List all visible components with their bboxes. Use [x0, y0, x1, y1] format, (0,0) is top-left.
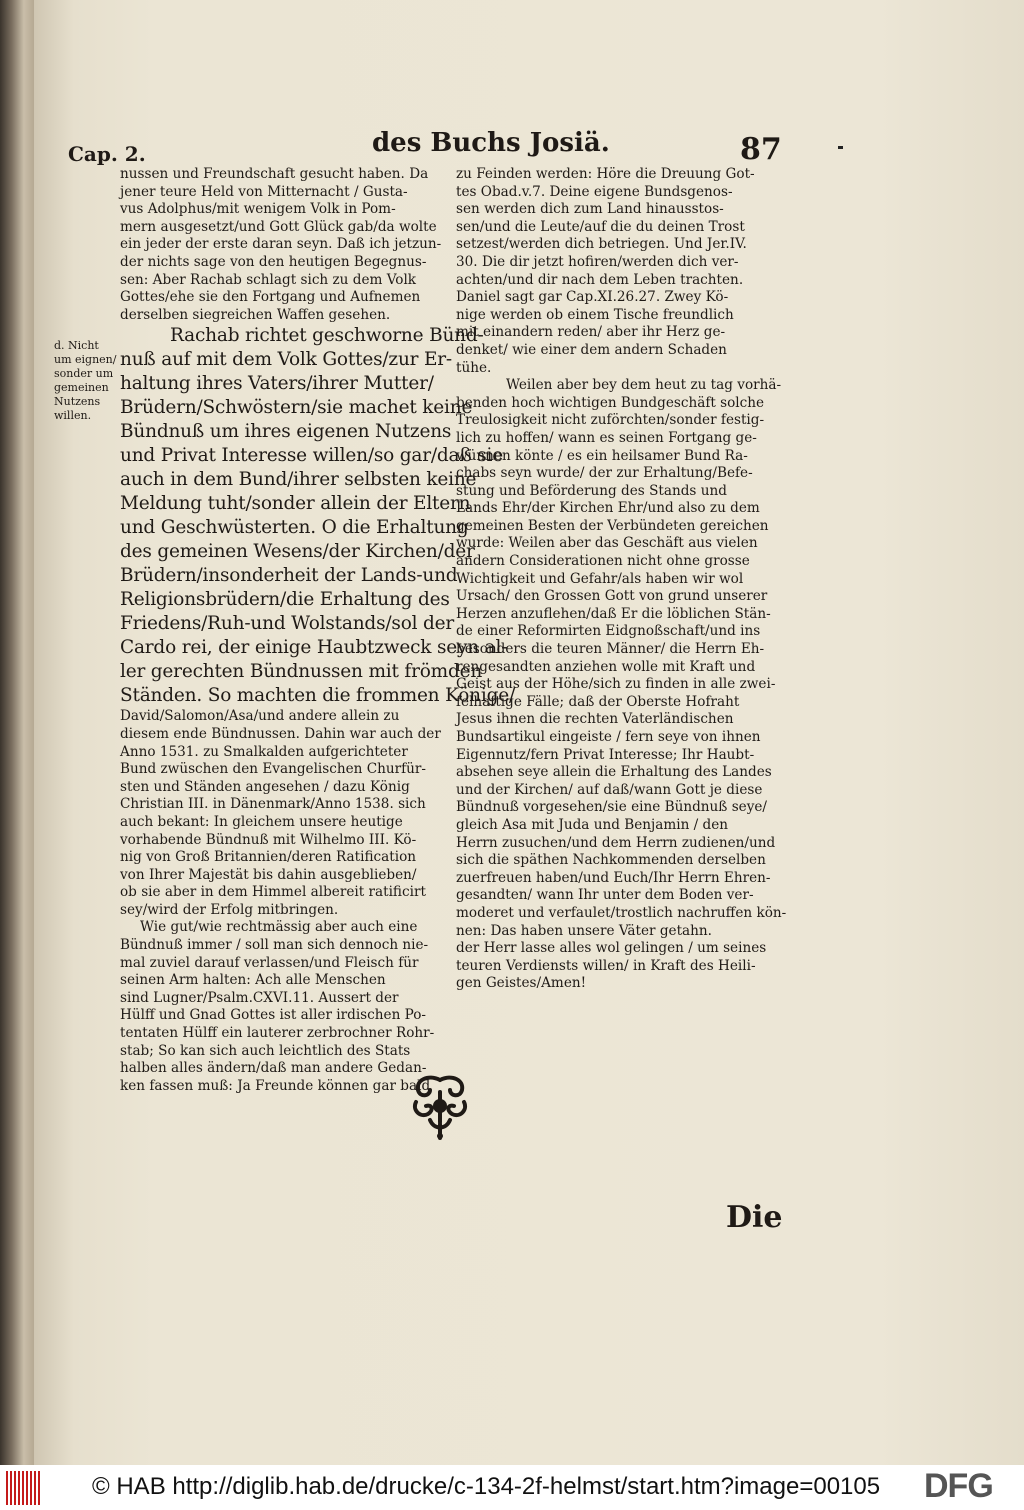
- text-line: Herrn zusuchen/und dem Herrn zudienen/und: [456, 834, 776, 851]
- margin-note-line: gemeinen: [54, 381, 109, 394]
- page-number: 87: [740, 132, 782, 167]
- text-line: Wie gut/wie rechtmässig aber auch eine: [140, 919, 418, 936]
- text-line-large: auch in dem Bund/ihrer selbsten keine: [120, 469, 477, 491]
- text-line: besonders die teuren Männer/ die Herrn Eh-: [456, 641, 765, 658]
- text-line: Geist aus der Höhe/sich zu finden in alle zwei-: [456, 676, 776, 693]
- text-line-large: und Geschwüsterten. O die Erhaltung: [120, 517, 469, 539]
- text-line: achten/und dir nach dem Leben trachten.: [456, 271, 744, 288]
- margin-note: [54, 339, 116, 423]
- previous-page-edge: [0, 0, 34, 1465]
- text-line: sen: Aber Rachab schlagt sich zu dem Volk: [120, 271, 417, 288]
- running-title: des Buchs Josiä.: [372, 128, 610, 158]
- printers-ornament-icon: [408, 1072, 472, 1142]
- text-line: benden hoch wichtigen Bundgeschäft solche: [456, 394, 765, 411]
- text-line: vorhabende Bündnuß mit Wilhelmo III. Kö-: [120, 831, 417, 848]
- text-line: seinen Arm halten: Ach alle Menschen: [120, 972, 386, 989]
- text-line: mal zuviel darauf verlassen/und Fleisch für: [120, 954, 419, 971]
- text-line: mit einandern reden/ aber ihr Herz ge-: [456, 324, 726, 341]
- chapter-label: Cap. 2.: [68, 142, 146, 166]
- text-line: Bündnuß immer / soll man sich dennoch nie-: [120, 937, 429, 954]
- text-line: und der Kirchen/ auf daß/wann Gott je diese: [456, 781, 763, 798]
- text-line: chabs seyn wurde/ der zur Erhaltung/Befe-: [456, 465, 753, 482]
- text-line: sey/wird der Erfolg mitbringen.: [120, 901, 339, 918]
- text-line: tühe.: [456, 359, 492, 376]
- text-line: diesem ende Bündnussen. Dahin war auch der: [120, 725, 441, 742]
- margin-note-line: d. Nicht: [54, 339, 99, 352]
- text-line: gesandten/ wann Ihr unter dem Boden ver-: [456, 887, 754, 904]
- ink-mark: [838, 146, 843, 149]
- text-line: moderet und verfaulet/trostlich nachruffen kön-: [456, 904, 787, 921]
- right-text-column: [456, 166, 787, 993]
- text-line: ein jeder der erste daran seyn. Daß ich jetzun-: [120, 236, 442, 253]
- text-line: lich zu hoffen/ wann es seinen Fortgang ge-: [456, 429, 757, 446]
- text-line: von Ihrer Majestät bis dahin ausgeblieben/: [120, 866, 417, 883]
- text-line: Eigennutz/fern Privat Interesse; Ihr Haubt-: [456, 746, 755, 763]
- text-line-large: und Privat Interesse willen/so gar/daß sie: [120, 445, 503, 467]
- text-line: absehen seye allein die Erhaltung des Landes: [456, 764, 772, 781]
- text-line: Christian III. in Dänenmark/Anno 1538. sich: [120, 796, 426, 813]
- text-line: stung und Beförderung des Stands und: [456, 482, 727, 499]
- text-line: der Herr lasse alles wol gelingen / um seines: [456, 940, 767, 957]
- text-line-large: Cardo rei, der einige Haubtzweck seyn al-: [120, 637, 508, 659]
- text-line: der nichts sage von den heutigen Begegnus-: [120, 253, 427, 270]
- text-line: Gottes/ehe sie den Fortgang und Aufnemen: [120, 289, 421, 306]
- text-line: Bund zwüschen den Evangelischen Churfür-: [120, 761, 427, 778]
- text-line: sen werden dich zum Land hinausstos-: [456, 201, 724, 218]
- text-line: Wichtigkeit und Gefahr/als haben wir wol: [456, 570, 744, 587]
- text-line: mern ausgesetzt/und Gott Glück gab/da wolte: [120, 218, 437, 235]
- text-line-large: Religionsbrüdern/die Erhaltung des: [120, 589, 450, 611]
- text-line: andern Considerationen nicht ohne grosse: [456, 553, 750, 570]
- text-line: Herzen anzuflehen/daß Er die löblichen Stän-: [456, 605, 771, 622]
- text-line: teuren Verdiensts willen/ in Kraft des Heili-: [456, 957, 756, 974]
- text-line: de einer Reformirten Eidgnoßschaft/und ins: [456, 623, 761, 640]
- catchword: Die: [726, 1200, 783, 1235]
- text-line: nige werden ob einem Tische freundlich: [456, 306, 734, 323]
- text-line: sich die späthen Nachkommenden derselben: [456, 852, 766, 869]
- margin-note-line: Nutzens: [54, 395, 101, 408]
- text-line: sen/und die Leute/auf die du deinen Trost: [456, 218, 745, 235]
- text-line: setzest/werden dich betriegen. Und Jer.IV.: [456, 236, 747, 253]
- text-line-large: Meldung tuht/sonder allein der Eltern: [120, 493, 471, 515]
- text-line: Ursach/ den Grossen Gott von grund unserer: [456, 588, 768, 605]
- text-line: stab; So kan sich auch leichtlich des Stats: [120, 1042, 411, 1059]
- text-line-large: nuß auf mit dem Volk Gottes/zur Er-: [120, 349, 452, 371]
- text-line: Treulosigkeit nicht zuförchten/sonder festig-: [456, 412, 765, 429]
- text-line: rengesandten anziehen wolle mit Kraft und: [456, 658, 756, 675]
- text-line: ken fassen muß: Ja Freunde können gar bald: [120, 1077, 431, 1094]
- text-line: sten und Ständen angesehen / dazu König: [120, 778, 410, 795]
- text-line-large: Bündnuß um ihres eigenen Nutzens: [120, 421, 452, 443]
- text-line: nussen und Freundschaft gesucht haben. Da: [120, 166, 429, 182]
- text-line: zuerfreuen haben/und Euch/Ihr Herrn Ehren-: [456, 869, 771, 886]
- text-line: zu Feinden werden: Höre die Dreuung Got-: [456, 166, 755, 182]
- text-line-large: Friedens/Ruh-und Wolstands/sol der: [120, 613, 455, 635]
- text-line-large: Brüdern/insonderheit der Lands-und: [120, 565, 458, 587]
- dfg-logo: DFG: [924, 1467, 993, 1505]
- text-line-large: des gemeinen Wesens/der Kirchen/der: [120, 541, 475, 563]
- text-line: sind Lugner/Psalm.CXVI.11. Aussert der: [120, 989, 399, 1006]
- margin-note-line: willen.: [54, 409, 92, 422]
- text-line: tentaten Hülff ein lauterer zerbrochner Rohr-: [120, 1025, 435, 1042]
- text-line: Hülff und Gnad Gottes ist aller irdischen Po-: [120, 1007, 427, 1024]
- text-line: vus Adolphus/mit wenigem Volk in Pom-: [120, 201, 396, 218]
- hab-logo-icon: [6, 1471, 42, 1505]
- text-line: gen Geistes/Amen!: [456, 975, 587, 992]
- footer-bar: [0, 1465, 1024, 1510]
- text-line-large: Brüdern/Schwöstern/sie machet keine: [120, 397, 473, 419]
- text-line: felhaftige Fälle; daß der Oberste Hofraht: [456, 693, 740, 710]
- text-line: Bundsartikul eingeiste / fern seye von ihnen: [456, 729, 761, 745]
- text-line: gleich Asa mit Juda und Benjamin / den: [456, 816, 729, 833]
- text-line: auch bekant: In gleichem unsere heutige: [120, 813, 403, 830]
- text-line: jener teure Held von Mitternacht / Gusta-: [120, 183, 408, 200]
- text-line: wünnen könte / es ein heilsamer Bund Ra-: [456, 447, 748, 464]
- text-line: wurde: Weilen aber das Geschäft aus vielen: [456, 535, 758, 552]
- text-line: nen: Das haben unsere Väter getahn.: [456, 922, 712, 939]
- text-line-large: haltung ihres Vaters/ihrer Mutter/: [120, 373, 434, 395]
- text-line-large: Ständen. So machten die frommen Könige/: [120, 685, 515, 707]
- text-line: Jesus ihnen die rechten Vaterländischen: [456, 711, 734, 728]
- text-line: Lands Ehr/der Kirchen Ehr/und also zu dem: [456, 500, 760, 517]
- text-line-large: ler gerechten Bündnussen mit frömden: [120, 661, 483, 683]
- text-line: nig von Groß Britannien/deren Ratification: [120, 849, 417, 866]
- text-line: Anno 1531. zu Smalkalden aufgerichteter: [120, 743, 408, 760]
- text-line: David/Salomon/Asa/und andere allein zu: [120, 708, 400, 725]
- text-line: derselben siegreichen Waffen gesehen.: [120, 306, 391, 323]
- text-line: denket/ wie einer dem andern Schaden: [456, 341, 727, 358]
- text-line: Daniel sagt gar Cap.XI.26.27. Zwey Kö-: [456, 289, 729, 306]
- text-line: 30. Die dir jetzt hofiren/werden dich ver-: [456, 253, 739, 270]
- text-line: Bündnuß vorgesehen/sie eine Bündnuß seye/: [456, 799, 768, 816]
- text-line: ob sie aber in dem Himmel albereit ratificirt: [120, 884, 426, 901]
- text-line: halben alles ändern/daß man andere Gedan-: [120, 1060, 427, 1077]
- text-line: gemeinen Besten der Verbündeten gereichen: [456, 517, 769, 534]
- text-line-large: Rachab richtet geschworne Bünd-: [170, 325, 484, 347]
- text-line: tes Obad.v.7. Deine eigene Bundsgenos-: [456, 183, 733, 200]
- margin-note-line: sonder um: [54, 367, 114, 380]
- margin-note-line: um eignen/: [54, 353, 117, 366]
- text-line: Weilen aber bey dem heut zu tag vorhä-: [506, 377, 782, 394]
- copyright-link[interactable]: © HAB http://diglib.hab.de/drucke/c-134-2f-helmst/start.htm?image=00105: [92, 1473, 881, 1500]
